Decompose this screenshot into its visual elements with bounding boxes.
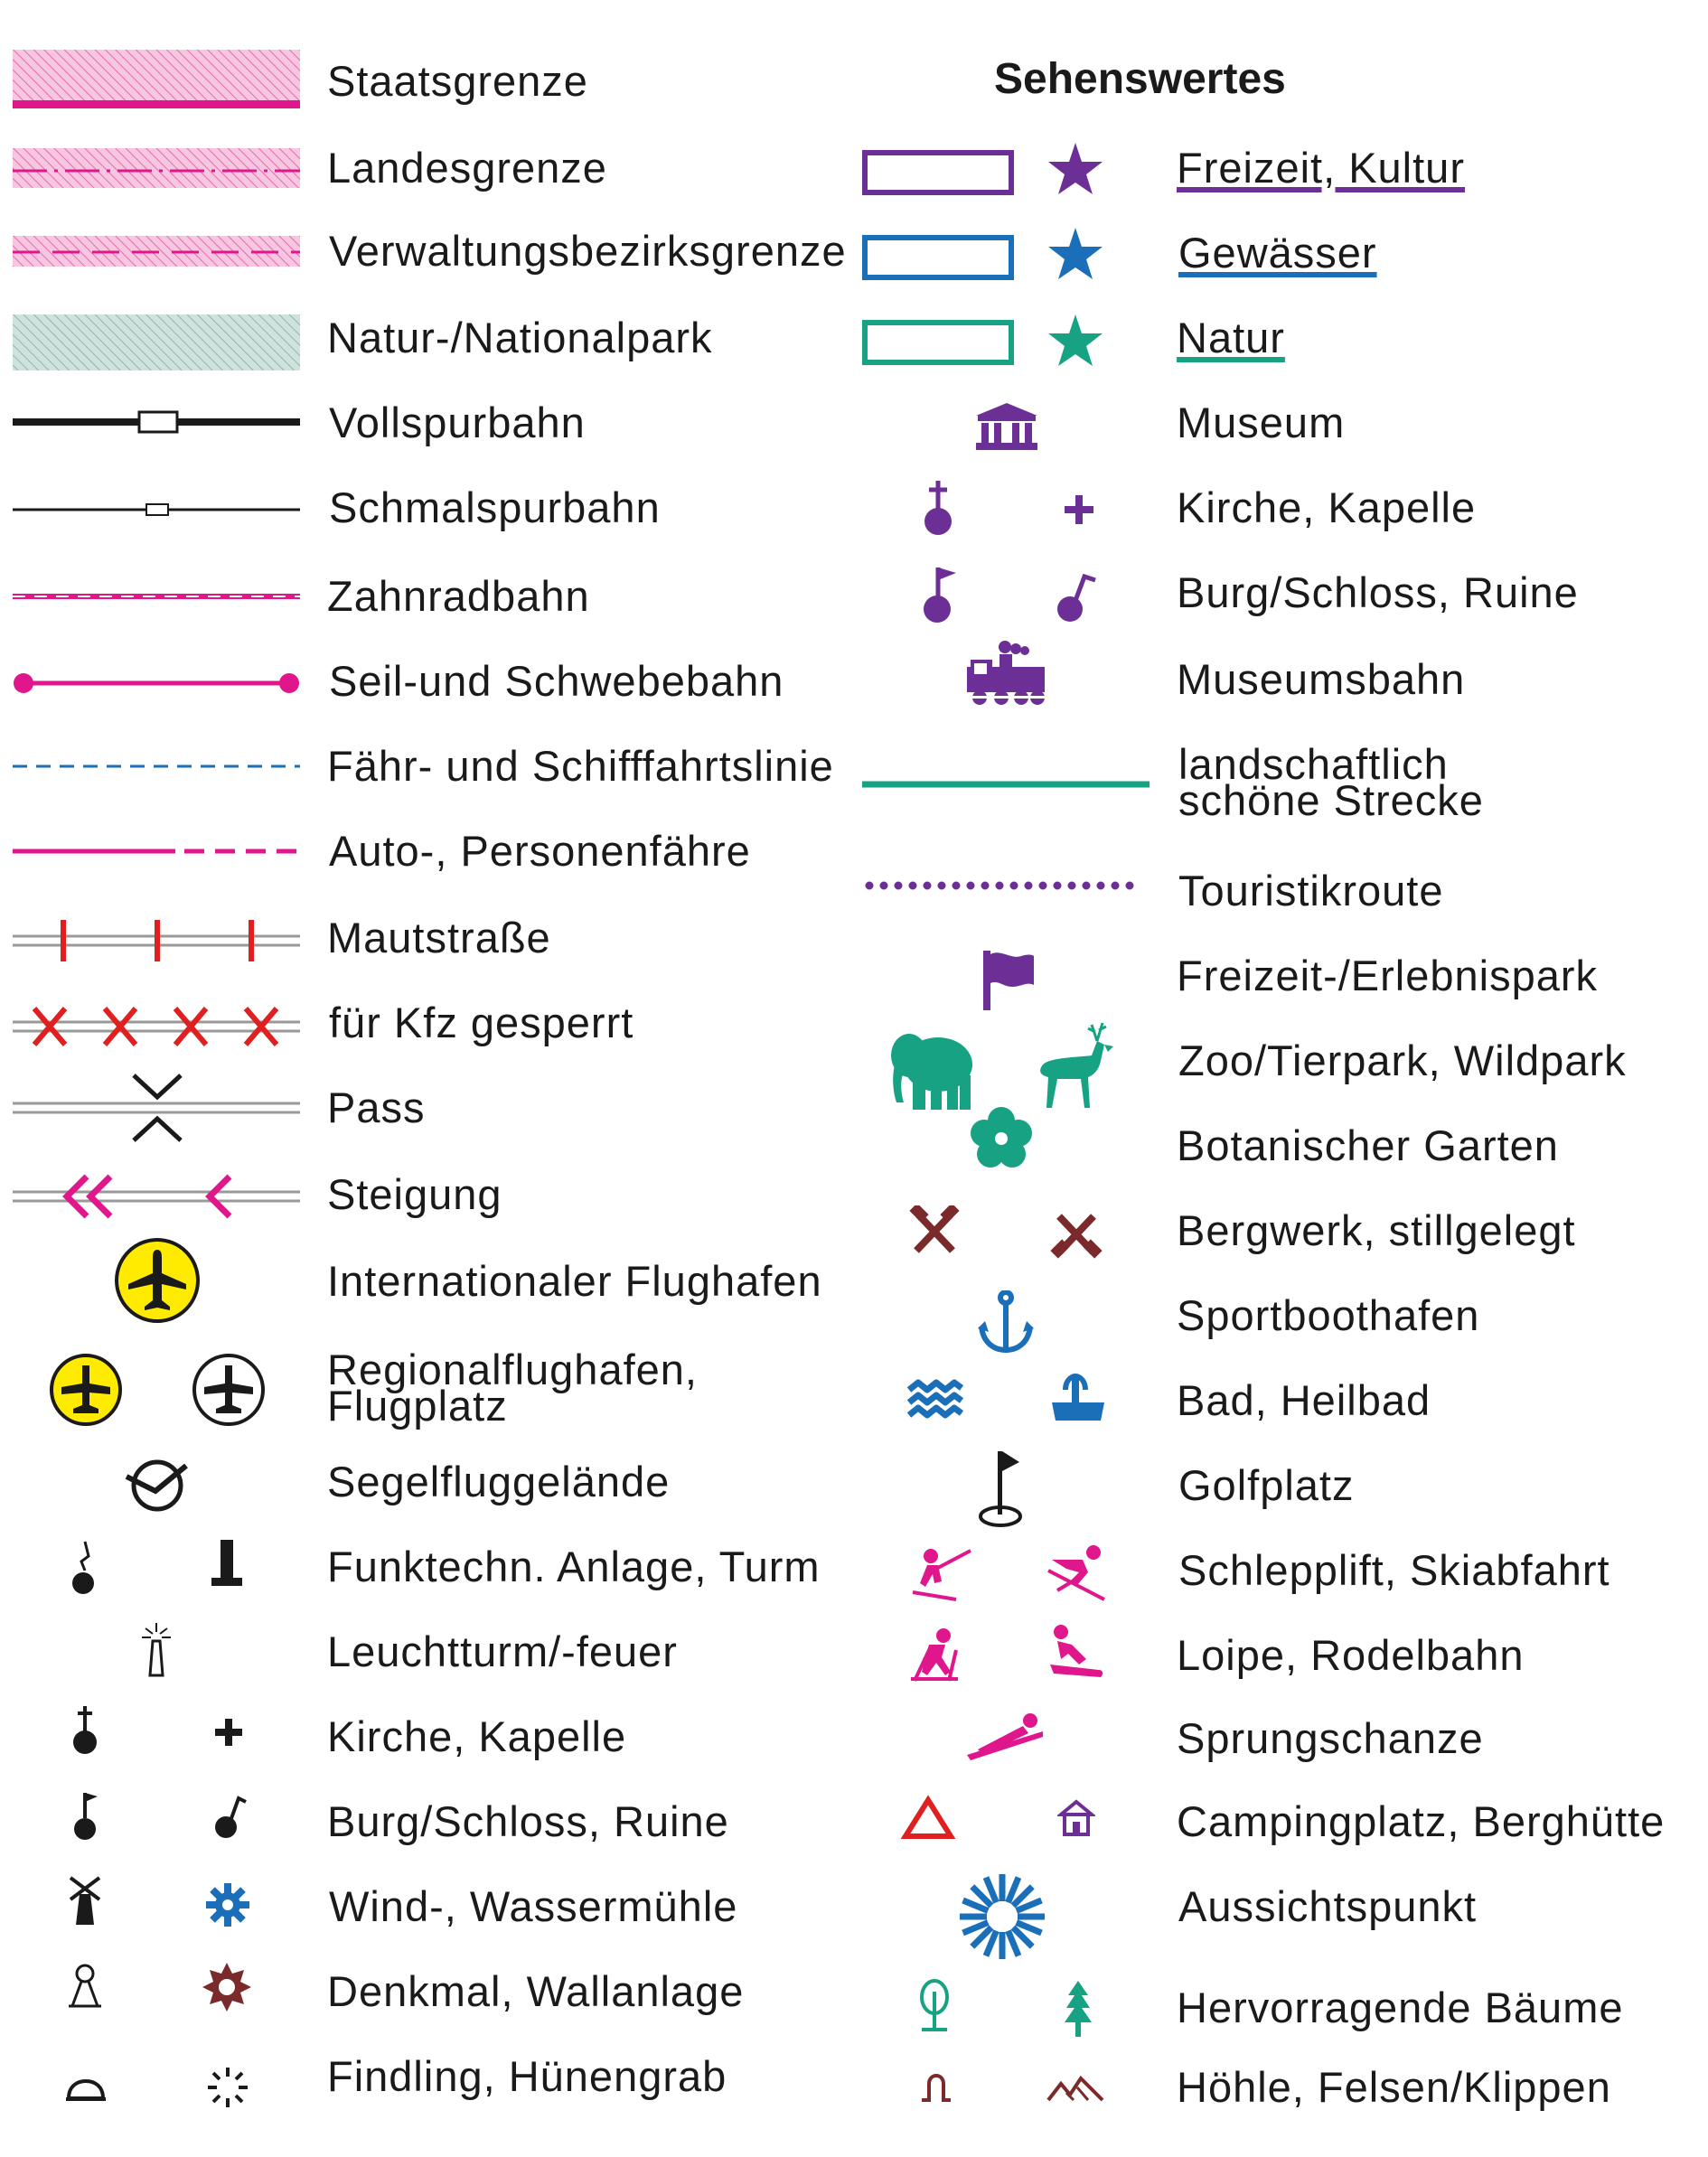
legend-label-camping: Campingplatz, Berghütte bbox=[1177, 1797, 1666, 1845]
bath-waves-icon bbox=[907, 1377, 963, 1424]
legend-label-amusement-park: Freizeit-/Erlebnispark bbox=[1177, 952, 1599, 999]
tower-icon bbox=[210, 1538, 244, 1589]
church-icon bbox=[70, 1706, 99, 1757]
district-boundary-symbol bbox=[13, 236, 300, 267]
disused-mine-icon bbox=[1050, 1209, 1103, 1260]
deciduous-tree-icon bbox=[916, 1979, 953, 2035]
legend-label-lighthouse: Leuchtturm/-feuer bbox=[327, 1627, 678, 1675]
camping-icon bbox=[900, 1795, 956, 1842]
legend-label-narrow-gauge: Schmalspurbahn bbox=[329, 483, 661, 531]
rocks-cliffs-icon bbox=[1046, 2075, 1104, 2104]
legend-label-ferry-line: Fähr- und Schifffahrtslinie bbox=[327, 742, 834, 790]
legend-label-museum: Museum bbox=[1177, 399, 1346, 446]
regional-airport-line-2: Flugplatz bbox=[327, 1382, 508, 1430]
glider-field-icon bbox=[125, 1457, 190, 1513]
toll-road-symbol bbox=[13, 918, 300, 963]
national-park-symbol bbox=[13, 314, 300, 370]
radio-tower-icon bbox=[69, 1538, 101, 1596]
legend-label-regional-airport bbox=[327, 1346, 698, 1430]
scenic-route-line-2: schöne Strecke bbox=[1178, 776, 1484, 824]
elephant-icon bbox=[887, 1023, 978, 1113]
anchor-icon bbox=[976, 1290, 1036, 1355]
castle-sight-icon bbox=[920, 566, 960, 624]
closed-road-symbol bbox=[13, 1003, 300, 1050]
legend-label-nature: Natur bbox=[1177, 314, 1285, 361]
viewpoint-icon bbox=[956, 1871, 1048, 1963]
legend-label-mill: Wind-, Wassermühle bbox=[329, 1882, 738, 1930]
legend-label-district-boundary: Verwaltungsbezirksgrenze bbox=[329, 227, 847, 275]
spa-fountain-icon bbox=[1050, 1370, 1106, 1424]
state-border-symbol bbox=[13, 50, 300, 109]
legend-label-church-sight: Kirche, Kapelle bbox=[1177, 483, 1477, 531]
legend-label-church: Kirche, Kapelle bbox=[327, 1712, 627, 1760]
legend-label-ski-lift: Schlepplift, Skiabfahrt bbox=[1178, 1546, 1610, 1594]
legend-label-marina: Sportboothafen bbox=[1177, 1291, 1480, 1339]
legend-label-botanical-garden: Botanischer Garten bbox=[1177, 1121, 1559, 1169]
sight-box-water-symbol bbox=[862, 235, 1014, 280]
toboggan-icon bbox=[1046, 1623, 1106, 1679]
chapel-icon bbox=[213, 1717, 244, 1748]
legend-label-boulder: Findling, Hünengrab bbox=[327, 2052, 727, 2100]
monument-icon bbox=[67, 1963, 103, 2010]
star-water-icon bbox=[1046, 226, 1104, 282]
airfield-icon bbox=[192, 1353, 266, 1427]
legend-label-tourist-route: Touristikroute bbox=[1178, 867, 1444, 914]
scenic-route-symbol bbox=[862, 777, 1150, 792]
mine-icon bbox=[909, 1205, 960, 1256]
car-ferry-symbol bbox=[13, 844, 300, 858]
legend-label-ski-jump: Sprungschanze bbox=[1177, 1714, 1484, 1762]
ruin-sight-icon bbox=[1056, 569, 1099, 624]
international-airport-icon bbox=[114, 1237, 201, 1324]
amusement-park-flag-icon bbox=[980, 949, 1037, 1012]
megalithic-tomb-icon bbox=[206, 2066, 249, 2109]
standard-gauge-railway-symbol bbox=[13, 407, 300, 437]
legend-label-rack-railway: Zahnradbahn bbox=[327, 572, 590, 620]
legend-label-scenic-route bbox=[1178, 740, 1484, 824]
rack-railway-symbol bbox=[13, 587, 300, 605]
legend-label-closed-road: für Kfz gesperrt bbox=[329, 999, 634, 1046]
watermill-icon bbox=[204, 1881, 251, 1928]
ski-jump-icon bbox=[965, 1712, 1045, 1762]
legend-label-radio-tower: Funktechn. Anlage, Turm bbox=[327, 1543, 821, 1590]
legend-label-castle: Burg/Schloss, Ruine bbox=[327, 1797, 729, 1845]
legend-label-golf: Golfplatz bbox=[1178, 1461, 1355, 1509]
state-boundary-symbol bbox=[13, 148, 300, 188]
castle-icon bbox=[70, 1791, 101, 1842]
legend-label-cable-car: Seil-und Schwebebahn bbox=[329, 657, 784, 705]
lighthouse-icon bbox=[137, 1621, 175, 1679]
windmill-icon bbox=[67, 1874, 103, 1927]
legend-label-monument: Denkmal, Wallanlage bbox=[327, 1967, 745, 2015]
ski-lift-icon bbox=[911, 1545, 972, 1601]
legend-label-culture: Freizeit, Kultur bbox=[1177, 144, 1465, 192]
star-culture-icon bbox=[1046, 141, 1104, 197]
legend-label-gradient: Steigung bbox=[327, 1170, 502, 1218]
legend-label-spa: Bad, Heilbad bbox=[1177, 1376, 1431, 1424]
cave-icon bbox=[920, 2073, 953, 2104]
legend-label-state-boundary: Landesgrenze bbox=[327, 144, 607, 192]
sight-box-nature-symbol bbox=[862, 320, 1014, 365]
legend-label-cross-country: Loipe, Rodelbahn bbox=[1177, 1631, 1525, 1679]
downhill-ski-icon bbox=[1045, 1543, 1108, 1603]
scenic-route-line-1: landschaftlich bbox=[1178, 740, 1449, 788]
legend-label-glider-field: Segelfluggelände bbox=[327, 1458, 671, 1505]
legend-label-pass: Pass bbox=[327, 1083, 426, 1131]
legend-label-zoo: Zoo/Tierpark, Wildpark bbox=[1178, 1036, 1627, 1084]
legend-heading-sights: Sehenswertes bbox=[994, 55, 1286, 103]
flower-icon bbox=[967, 1104, 1036, 1173]
legend-label-national-park: Natur-/Nationalpark bbox=[327, 314, 713, 361]
mountain-pass-symbol bbox=[13, 1070, 300, 1146]
legend-label-cave: Höhle, Felsen/Klippen bbox=[1177, 2063, 1611, 2111]
chapel-sight-icon bbox=[1063, 493, 1095, 526]
museum-train-icon bbox=[965, 640, 1048, 708]
boulder-icon bbox=[65, 2078, 107, 2102]
tourist-route-symbol bbox=[862, 878, 1150, 893]
conifer-tree-icon bbox=[1063, 1979, 1093, 2039]
legend-label-castle-sight: Burg/Schloss, Ruine bbox=[1177, 568, 1579, 616]
cross-country-ski-icon bbox=[904, 1627, 963, 1683]
star-nature-icon bbox=[1046, 313, 1104, 369]
museum-icon bbox=[974, 401, 1039, 452]
legend-label-trees: Hervorragende Bäume bbox=[1177, 1984, 1624, 2031]
mountain-hut-icon bbox=[1057, 1798, 1095, 1838]
regional-airport-line-1: Regionalflughafen, bbox=[327, 1346, 698, 1393]
legend-label-water: Gewässer bbox=[1178, 229, 1377, 277]
narrow-gauge-railway-symbol bbox=[13, 499, 300, 520]
regional-airport-icon bbox=[49, 1353, 123, 1427]
ruin-icon bbox=[213, 1793, 249, 1840]
sight-box-culture-symbol bbox=[862, 150, 1014, 195]
legend-label-toll-road: Mautstraße bbox=[327, 914, 551, 961]
gradient-symbol bbox=[13, 1171, 300, 1222]
legend-label-state-border: Staatsgrenze bbox=[327, 57, 588, 105]
golf-flag-icon bbox=[978, 1449, 1027, 1527]
deer-icon bbox=[1025, 1021, 1119, 1111]
legend-label-mine: Bergwerk, stillgelegt bbox=[1177, 1206, 1576, 1254]
ferry-line-symbol bbox=[13, 759, 300, 774]
rampart-icon bbox=[201, 1961, 253, 2013]
cable-car-symbol bbox=[13, 670, 300, 697]
legend-label-viewpoint: Aussichtspunkt bbox=[1178, 1882, 1478, 1930]
legend-label-international-airport: Internationaler Flughafen bbox=[327, 1257, 822, 1305]
legend-label-car-ferry: Auto-, Personenfähre bbox=[329, 827, 751, 875]
legend-label-standard-gauge: Vollspurbahn bbox=[329, 399, 586, 446]
church-sight-icon bbox=[920, 481, 956, 537]
legend-label-museum-train: Museumsbahn bbox=[1177, 655, 1466, 703]
